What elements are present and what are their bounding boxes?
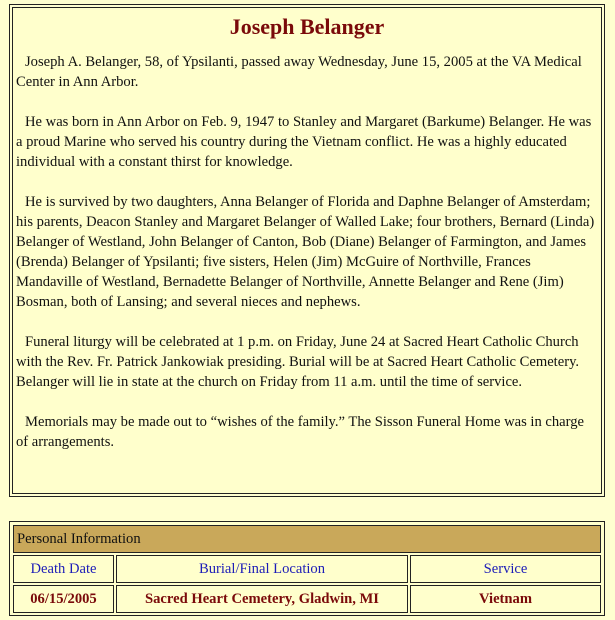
obituary-paragraph <box>13 192 601 312</box>
paragraph-text: Joseph A. Belanger, 58, of Ypsilanti, passed away Wednesday, June 15, 2005 at the VA Medical Center in Ann Arbor. <box>16 54 582 90</box>
death-date-value: 06/15/2005 <box>13 585 114 613</box>
obituary-box <box>9 4 605 497</box>
obituary-paragraph <box>13 412 601 452</box>
obituary-paragraph <box>13 112 601 172</box>
burial-location-label: Burial/Final Location <box>116 555 408 583</box>
death-date-label: Death Date <box>13 555 114 583</box>
service-value: Vietnam <box>410 585 601 613</box>
paragraph-text: Funeral liturgy will be celebrated at 1 p.m. on Friday, June 24 at Sacred Heart Catholic Church with the Rev. Fr. Patrick Jankowiak presiding. Burial will be at Sacred Heart Catholic Cemetery. Belanger will lie in state at the church on Friday from 11 a.m. until the time of service. <box>16 334 580 390</box>
burial-location-value: Sacred Heart Cemetery, Gladwin, MI <box>116 585 408 613</box>
obituary-paragraph <box>13 52 601 92</box>
paragraph-text: He is survived by two daughters, Anna Belanger of Florida and Daphne Belanger of Amsterdam; his parents, Deacon Stanley and Margaret Belanger of Walled Lake; four brothers, Bernard (Linda) Belanger of Westland, John Belanger of Canton, Bob (Diane) Belanger of Farmington, and James (Brenda) Belanger of Ypsilanti; five sisters, Helen (Jim) McGuire of Northville, Frances Mandaville of Westland, Bernadette Belanger of Northville, Annette Belanger and Rene (Jim) Bosman, both of Lansing; and several nieces and nephews. <box>16 194 595 310</box>
paragraph-text: He was born in Ann Arbor on Feb. 9, 1947 to Stanley and Margaret (Barkume) Belanger. He was a proud Marine who served his country during the Vietnam conflict. He was a highly educated individual with a constant thirst for knowledge. <box>16 114 592 170</box>
personal-info-table <box>9 521 605 616</box>
obituary-paragraph <box>13 332 601 392</box>
obituary-title: Joseph Belanger <box>229 14 385 39</box>
obituary-content <box>12 7 602 494</box>
personal-info-header: Personal Information <box>13 525 601 553</box>
service-label: Service <box>410 555 601 583</box>
paragraph-text: Memorials may be made out to “wishes of the family.” The Sisson Funeral Home was in charge of arrangements. <box>16 414 585 450</box>
